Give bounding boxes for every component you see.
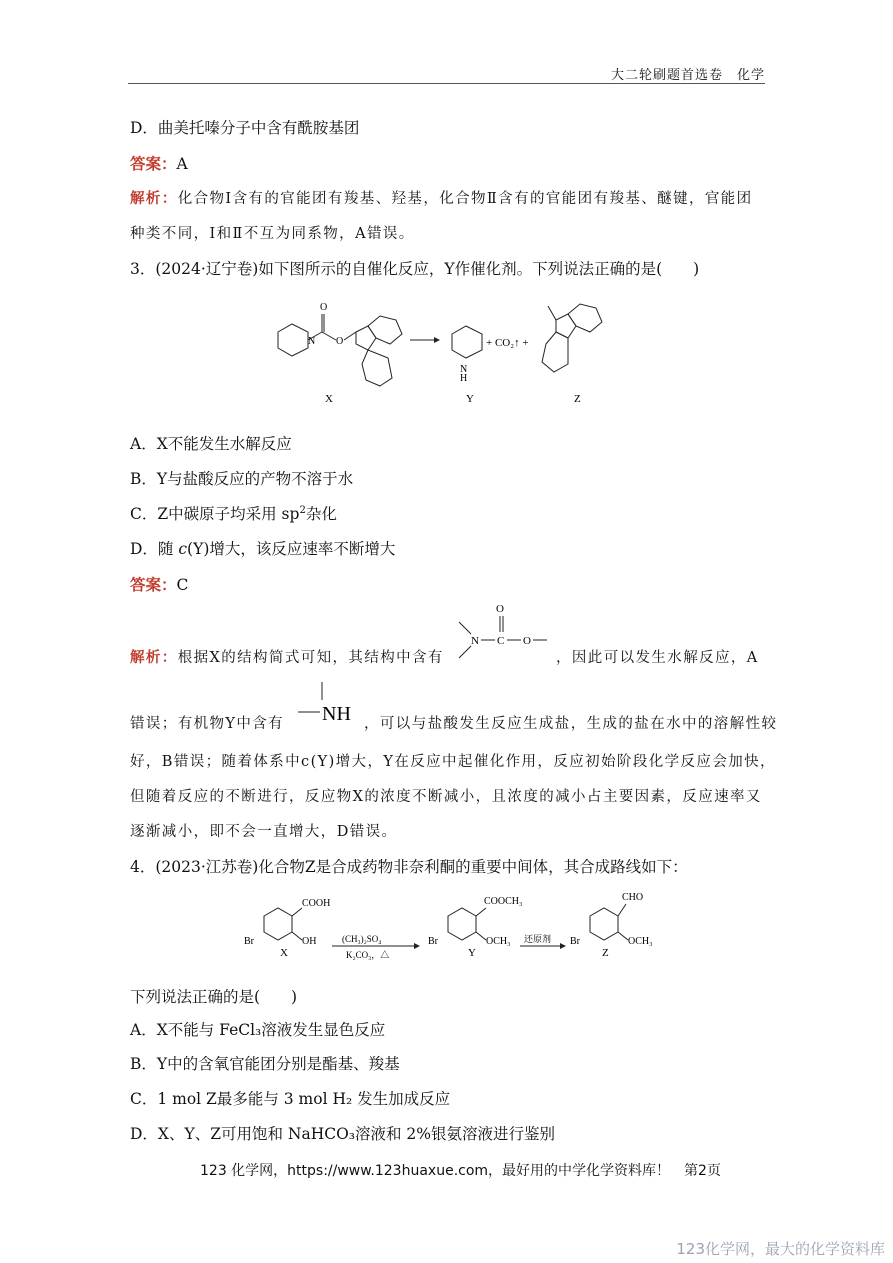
q3-option-a: A．X不能发生水解反应 — [130, 435, 292, 453]
watermark: 123化学网，最大的化学资料库 — [676, 1240, 885, 1258]
option-c-superscript: 2 — [299, 504, 306, 516]
page-footer: 123 化学网，https://www.123huaxue.com，最好用的中学化学资料库！ 第2页 — [200, 1163, 721, 1179]
q3-option-d — [130, 537, 395, 559]
structure-y — [452, 326, 482, 358]
z4-cho: CHO — [622, 892, 644, 903]
amide-bond-lower — [459, 646, 471, 658]
q3-stem: 3．(2024·辽宁卷)如下图所示的自催化反应，Y作催化剂。下列说法正确的是( ) — [130, 260, 700, 278]
y-h-label: H — [460, 373, 468, 384]
arrow-head-2 — [560, 943, 566, 949]
x4-cooh: COOH — [302, 898, 331, 909]
structure-x — [278, 314, 402, 386]
q4-synthesis-scheme — [240, 886, 690, 964]
analysis-label: 解析： — [130, 650, 178, 666]
y4-cooch3: COOCH₃ — [484, 896, 523, 907]
y4-br: Br — [428, 936, 438, 947]
label-x: X — [325, 393, 333, 405]
co2-text: + CO₂↑ + — [486, 337, 529, 349]
label-x4: X — [280, 947, 288, 959]
nh-label: NH — [322, 703, 351, 725]
option-d-text: D．随 — [130, 540, 179, 558]
label-z: Z — [574, 393, 581, 405]
q2-answer — [130, 152, 188, 174]
q4-prompt: 下列说法正确的是( ) — [130, 988, 298, 1006]
x4-br: Br — [244, 936, 254, 947]
page-header: 大二轮刷题首选卷 化学 — [610, 68, 765, 83]
option-c-suffix: 杂化 — [305, 505, 337, 523]
y-n-label: N — [460, 364, 468, 375]
structure-z — [542, 304, 602, 372]
q3-reaction-scheme — [270, 292, 630, 412]
header-rule — [128, 83, 765, 84]
structure-y4 — [448, 908, 486, 940]
q4-option-d: D．X、Y、Z可用饱和 NaHCO₃溶液和 2%银氨溶液进行鉴别 — [130, 1125, 556, 1143]
amide-group-figure — [455, 600, 555, 660]
z4-br: Br — [570, 936, 580, 947]
y4-och3: OCH₃ — [486, 936, 511, 947]
answer-label: 答案： — [130, 155, 177, 173]
arrow-head-1 — [414, 943, 420, 949]
arrow-head — [434, 337, 440, 343]
q4-option-b: B．Y中的含氧官能团分别是酯基、羧基 — [130, 1055, 400, 1073]
answer-value: C — [176, 576, 189, 594]
q3-analysis-line2-b: ，可以与盐酸发生反应生成盐，生成的盐在水中的溶解性较 — [364, 716, 778, 732]
q3-analysis-line5: 逐渐减小，即不会一直增大，D错误。 — [130, 824, 398, 840]
q2-analysis-line2: 种类不同，Ⅰ和Ⅱ不互为同系物，A错误。 — [130, 226, 415, 242]
q3-analysis-line2-a: 错误；有机物Y中含有 — [130, 716, 285, 732]
x-o2-label: O — [336, 336, 344, 347]
q3-option-c — [130, 502, 337, 524]
q3-analysis-line1-b: ，因此可以发生水解反应，A — [556, 650, 759, 666]
amide-c-label: C — [497, 635, 505, 647]
label-z4: Z — [602, 947, 609, 959]
q3-analysis-line1-a — [130, 646, 444, 667]
q2-analysis-line1 — [130, 187, 753, 208]
q4-option-c: C．1 mol Z最多能与 3 mol H₂ 发生加成反应 — [130, 1090, 451, 1108]
x-n-label: N — [308, 336, 316, 347]
q3-analysis-line4: 但随着反应的不断进行，反应物X的浓度不断减小，且浓度的减小占主要因素，反应速率又 — [130, 789, 762, 805]
reagent-top: (CH₃)₂SO₄ — [342, 934, 382, 944]
label-y4: Y — [468, 947, 476, 959]
structure-x4 — [264, 908, 302, 940]
x4-oh: OH — [302, 936, 317, 947]
q4-stem: 4．(2023·江苏卷)化合物Z是合成药物非奈利酮的重要中间体，其合成路线如下： — [130, 858, 688, 876]
structure-z4 — [590, 904, 628, 940]
reagent-2: 还原剂 — [524, 934, 552, 944]
label-y: Y — [466, 393, 474, 405]
nh-group-figure — [296, 680, 366, 726]
amide-n-label: N — [471, 635, 479, 647]
analysis-text: 根据X的结构简式可知，其结构中含有 — [177, 650, 444, 666]
option-c-text: C．Z中碳原子均采用 sp — [130, 505, 300, 523]
q3-analysis-line3: 好，B错误；随着体系中c(Y)增大，Y在反应中起催化作用，反应初始阶段化学反应会加快， — [130, 754, 776, 770]
q3-answer — [130, 573, 188, 595]
q2-option-d: D．曲美托嗪分子中含有酰胺基团 — [130, 119, 360, 137]
analysis-label: 解析： — [130, 191, 178, 207]
q3-option-b: B．Y与盐酸反应的产物不溶于水 — [130, 470, 354, 488]
amide-o2-label: O — [523, 635, 531, 647]
option-d-italic: c — [178, 540, 188, 558]
option-d-suffix: (Y)增大，该反应速率不断增大 — [187, 540, 396, 558]
analysis-text: 化合物Ⅰ含有的官能团有羧基、羟基，化合物Ⅱ含有的官能团有羧基、醚键，官能团 — [177, 191, 753, 207]
answer-label: 答案： — [130, 576, 177, 594]
answer-value: A — [176, 155, 188, 173]
amide-bond-upper — [459, 622, 471, 634]
reagent-bottom: K₂CO₃，△ — [346, 950, 390, 960]
z4-och3: OCH₃ — [628, 936, 653, 947]
amide-o-label: O — [496, 603, 504, 615]
x-o-label: O — [320, 302, 328, 313]
q4-option-a: A．X不能与 FeCl₃溶液发生显色反应 — [130, 1021, 386, 1039]
